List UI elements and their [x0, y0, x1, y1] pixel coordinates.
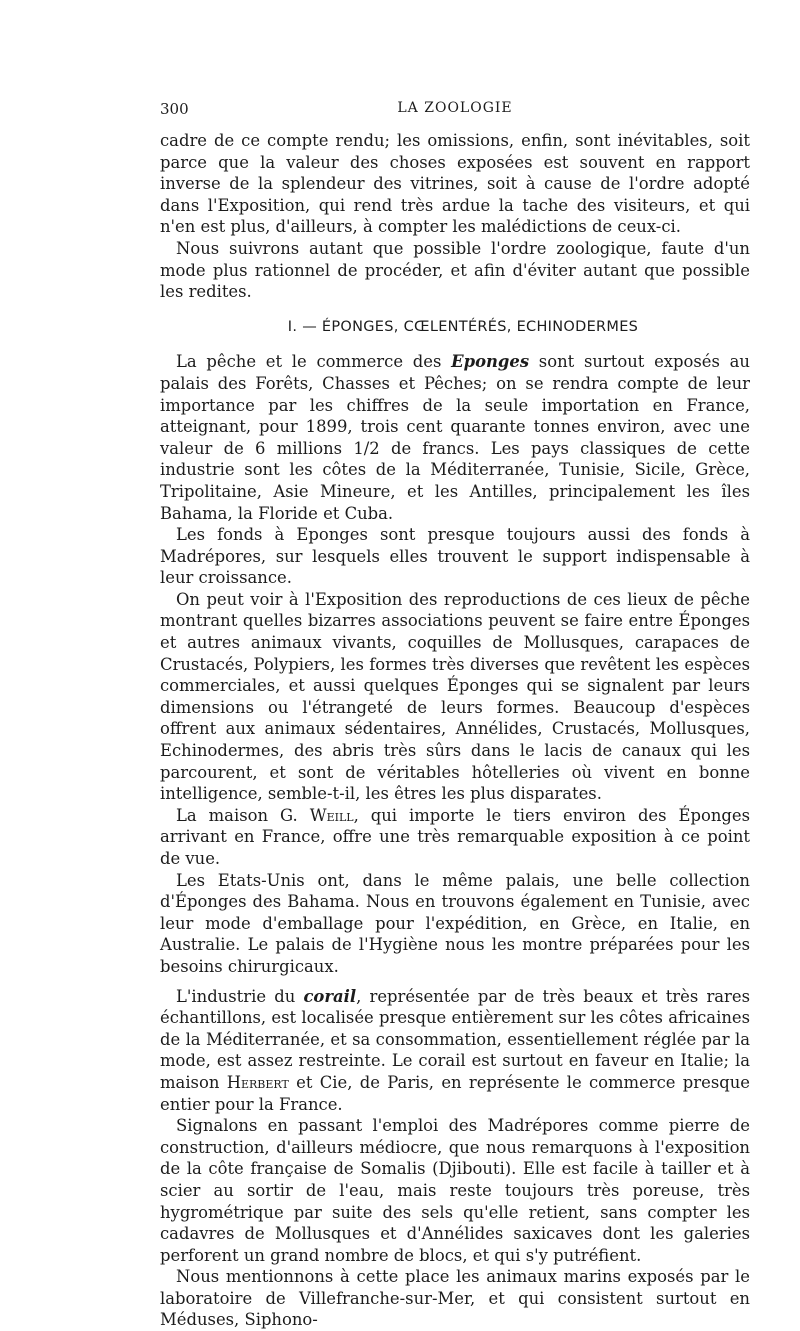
paragraph: Les fonds à Eponges sont presque toujours aussi des fonds à Madrépores, sur lesquels elles trouvent le support indispensable à leur croissance. [160, 525, 750, 588]
body-text [160, 130, 750, 1331]
paragraph [160, 986, 750, 1116]
company-name: Herbert [226, 1072, 289, 1092]
paragraph: Nous suivrons autant que possible l'ordre zoologique, faute d'un mode plus rationnel de procéder, et afin d'éviter autant que possible les redites. [160, 238, 750, 302]
emphasis-term: Eponges [451, 352, 530, 372]
section-heading: I. — ÉPONGES, CŒLENTÉRÉS, ECHINODERMES [287, 318, 639, 335]
text-run: La maison G. [176, 805, 310, 825]
text-run: La pêche et le commerce des [176, 352, 452, 372]
paragraph: cadre de ce compte rendu; les omissions, enfin, sont inévitables, soit parce que la valeur des choses exposées est souvent en rapport inverse de la splendeur des vitrines, soit à cause de l'ordre adopté dans l'Exposition, qui rend très ardue la tache des visiteurs, et qui n'en est plus, d'ailleurs, à compter les malédictions de ceux-ci. [160, 131, 750, 237]
paragraph: On peut voir à l'Exposition des reproductions de ces lieux de pêche montrant quelles bizarres associations peuvent se faire entre Éponges et autres animaux vivants, coquilles de Mollusques, carapaces de Crustacés, Polypiers, les formes très diverses que revêtent les espèces commerciales, et aussi quelques Éponges qui se signalent par leurs dimensions ou l'étrangeté de leurs formes. Beaucoup d'espèces offrent aux animaux sédentaires, Annélides, Crustacés, Mollusques, Echinodermes, des abris très sûrs dans le lacis de canaux qui les parcourent, et sont de véritables hôtelleries où vivent en bonne intelligence, semble-t-il, les êtres les plus disparates. [160, 589, 750, 804]
paragraph [160, 351, 750, 524]
paragraph: Nous mentionnons à cette place les animaux marins exposés par le laboratoire de Villefranche-sur-Mer, et qui consistent surtout en Méduses, Siphono- [160, 1267, 750, 1330]
text-run: sont surtout exposés au palais des Forêts, Chasses et Pêches; on se rendra compte de leur importance par les chiffres de la seule importation en France, atteignant, pour 1899, trois cent quarante tonnes environ, avec une valeur de 6 millions 1/2 de francs. Les pays classiques de cette industrie sont les côtes de la Méditerranée, Tunisie, Sicile, Grèce, Tripolitaine, Asie Mineure, et les Antilles, principalement les îles Bahama, la Floride et Cuba. [160, 352, 750, 523]
running-title: LA ZOOLOGIE [397, 100, 513, 116]
emphasis-term: corail [303, 986, 357, 1006]
company-name: Weill [309, 805, 354, 825]
text-run: , représentée par de très beaux et très rares échantillons, est localisée presque entièrement sur les côtes africaines de la Méditerranée, et sa consommation, essentiellement réglée par la mode, est assez restreinte. Le corail est surtout en faveur en Italie; la maison [160, 986, 750, 1092]
paragraph: Les Etats-Unis ont, dans le même palais, une belle collection d'Éponges des Bahama. Nous en trouvons également en Tunisie, avec leur mode d'emballage pour l'expédition, en Grèce, en Italie, en Australie. Le palais de l'Hygiène nous les montre préparées pour les besoins chirurgicaux. [160, 870, 750, 976]
paragraph [160, 805, 750, 870]
text-run: et Cie, de Paris, en représente le commerce presque entier pour la France. [160, 1072, 750, 1114]
page-number: 300 [160, 100, 189, 118]
text-run: , qui importe le tiers environ des Éponges arrivant en France, offre une très remarquable exposition à ce point de vue. [160, 805, 751, 868]
page-header [160, 100, 750, 124]
text-run: L'industrie du [176, 986, 304, 1006]
paragraph: Signalons en passant l'emploi des Madrépores comme pierre de construction, d'ailleurs médiocre, que nous remarquons à l'exposition de la côte française de Somalis (Djibouti). Elle est facile à tailler et à scier au sortir de l'eau, mais reste toujours très poreuse, très hygrométrique par suite des sels qu'elle retient, sans compter les cadavres de Mollusques et d'Annélides saxicaves dont les galeries perforent un grand nombre de blocs, et qui s'y putréfient. [160, 1116, 750, 1265]
